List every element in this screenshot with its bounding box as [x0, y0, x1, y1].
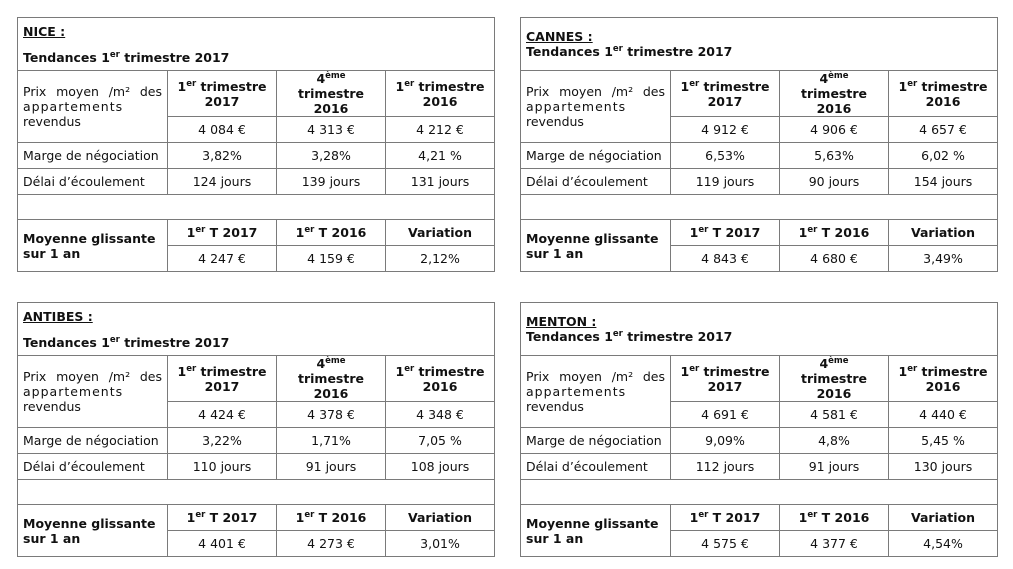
nice-trend-subtitle: Tendances 1er trimestre 2017 [23, 49, 230, 65]
nice-header-variation: Variation [386, 220, 495, 246]
antibes-header-q1-2016: 1er trimestre 2016 [386, 356, 495, 402]
nice-spacer-row [18, 195, 495, 220]
menton-header-q1-2016: 1er trimestre 2016 [889, 356, 998, 402]
antibes-delai-value: 110 jours [168, 454, 277, 480]
cannes-moyenne-value: 4 680 € [780, 246, 889, 272]
antibes-marge-label: Marge de négociation [18, 428, 168, 454]
cannes-market-table [520, 17, 998, 272]
cannes-marge-value: 5,63% [780, 143, 889, 169]
menton-marge-value: 5,45 % [889, 428, 998, 454]
antibes-prix-value: 4 378 € [277, 402, 386, 428]
menton-header-variation: Variation [889, 505, 998, 531]
cannes-marge-label: Marge de négociation [521, 143, 671, 169]
antibes-moyenne-value: 4 401 € [168, 531, 277, 557]
antibes-moyenne-label: Moyenne glissante sur 1 an [18, 505, 168, 557]
antibes-title-cell [18, 303, 495, 356]
cannes-delai-label: Délai d’écoulement [521, 169, 671, 195]
nice-marge-value: 3,28% [277, 143, 386, 169]
antibes-table-block [17, 302, 494, 557]
antibes-prix-value: 4 348 € [386, 402, 495, 428]
nice-delai-value: 131 jours [386, 169, 495, 195]
cannes-variation-value: 3,49% [889, 246, 998, 272]
menton-market-table [520, 302, 998, 557]
cannes-spacer-row [521, 195, 998, 220]
nice-header-q4-2016: 4ème trimestre 2016 [277, 71, 386, 117]
nice-header-q1-2017: 1er trimestre 2017 [168, 71, 277, 117]
menton-delai-value: 130 jours [889, 454, 998, 480]
cannes-city-title: CANNES : [526, 29, 593, 44]
nice-header-t-2017: 1er T 2017 [168, 220, 277, 246]
cannes-moyenne-value: 4 843 € [671, 246, 780, 272]
menton-header-t-2017: 1er T 2017 [671, 505, 780, 531]
menton-marge-label: Marge de négociation [521, 428, 671, 454]
nice-header-q1-2016: 1er trimestre 2016 [386, 71, 495, 117]
nice-marge-value: 3,82% [168, 143, 277, 169]
menton-moyenne-value: 4 575 € [671, 531, 780, 557]
menton-prix-value: 4 440 € [889, 402, 998, 428]
menton-moyenne-value: 4 377 € [780, 531, 889, 557]
cannes-header-variation: Variation [889, 220, 998, 246]
antibes-marge-value: 7,05 % [386, 428, 495, 454]
nice-title-cell [18, 18, 495, 71]
menton-header-q1-2017: 1er trimestre 2017 [671, 356, 780, 402]
cannes-prix-value: 4 657 € [889, 117, 998, 143]
menton-spacer-row [521, 480, 998, 505]
cannes-header-q1-2016: 1er trimestre 2016 [889, 71, 998, 117]
antibes-header-variation: Variation [386, 505, 495, 531]
cannes-header-t-2016: 1er T 2016 [780, 220, 889, 246]
antibes-trend-subtitle: Tendances 1er trimestre 2017 [23, 334, 230, 350]
menton-variation-value: 4,54% [889, 531, 998, 557]
antibes-marge-value: 3,22% [168, 428, 277, 454]
cannes-header-t-2017: 1er T 2017 [671, 220, 780, 246]
nice-market-table [17, 17, 495, 272]
nice-header-t-2016: 1er T 2016 [277, 220, 386, 246]
cannes-header-q4-2016: 4ème trimestre 2016 [780, 71, 889, 117]
menton-prix-value: 4 691 € [671, 402, 780, 428]
antibes-delai-label: Délai d’écoulement [18, 454, 168, 480]
antibes-city-title: ANTIBES : [23, 308, 93, 324]
menton-delai-value: 91 jours [780, 454, 889, 480]
antibes-delai-value: 91 jours [277, 454, 386, 480]
cannes-delai-value: 119 jours [671, 169, 780, 195]
menton-table-block [520, 302, 997, 557]
menton-moyenne-label: Moyenne glissante sur 1 an [521, 505, 671, 557]
menton-marge-value: 4,8% [780, 428, 889, 454]
nice-prix-value: 4 313 € [277, 117, 386, 143]
cannes-delai-value: 154 jours [889, 169, 998, 195]
antibes-market-table [17, 302, 495, 557]
menton-prix-value: 4 581 € [780, 402, 889, 428]
antibes-header-q4-2016: 4ème trimestre 2016 [277, 356, 386, 402]
nice-marge-label: Marge de négociation [18, 143, 168, 169]
cannes-marge-value: 6,02 % [889, 143, 998, 169]
cannes-table-block [520, 17, 997, 272]
cannes-title-cell [521, 18, 998, 71]
cannes-prix-value: 4 912 € [671, 117, 780, 143]
nice-prix-value: 4 084 € [168, 117, 277, 143]
menton-trend-subtitle: Tendances 1er trimestre 2017 [526, 328, 733, 344]
cannes-prix-value: 4 906 € [780, 117, 889, 143]
cannes-delai-value: 90 jours [780, 169, 889, 195]
nice-table-block [17, 17, 494, 272]
antibes-marge-value: 1,71% [277, 428, 386, 454]
nice-marge-value: 4,21 % [386, 143, 495, 169]
cannes-moyenne-label: Moyenne glissante sur 1 an [521, 220, 671, 272]
menton-delai-label: Délai d’écoulement [521, 454, 671, 480]
nice-delai-label: Délai d’écoulement [18, 169, 168, 195]
cannes-trend-subtitle: Tendances 1er trimestre 2017 [526, 43, 733, 59]
antibes-prix-label: Prix moyen /m² des appartements revendus [18, 356, 168, 428]
antibes-variation-value: 3,01% [386, 531, 495, 557]
antibes-header-t-2017: 1er T 2017 [168, 505, 277, 531]
nice-moyenne-value: 4 159 € [277, 246, 386, 272]
antibes-delai-value: 108 jours [386, 454, 495, 480]
menton-prix-label: Prix moyen /m² des appartements revendus [521, 356, 671, 428]
menton-header-t-2016: 1er T 2016 [780, 505, 889, 531]
menton-title-cell [521, 303, 998, 356]
nice-delai-value: 124 jours [168, 169, 277, 195]
nice-moyenne-value: 4 247 € [168, 246, 277, 272]
menton-delai-value: 112 jours [671, 454, 780, 480]
nice-delai-value: 139 jours [277, 169, 386, 195]
antibes-header-q1-2017: 1er trimestre 2017 [168, 356, 277, 402]
nice-variation-value: 2,12% [386, 246, 495, 272]
nice-moyenne-label: Moyenne glissante sur 1 an [18, 220, 168, 272]
antibes-header-t-2016: 1er T 2016 [277, 505, 386, 531]
antibes-prix-value: 4 424 € [168, 402, 277, 428]
cannes-marge-value: 6,53% [671, 143, 780, 169]
nice-prix-label: Prix moyen /m² des appartements revendus [18, 71, 168, 143]
nice-city-title: NICE : [23, 23, 66, 39]
menton-marge-value: 9,09% [671, 428, 780, 454]
menton-header-q4-2016: 4ème trimestre 2016 [780, 356, 889, 402]
cannes-header-q1-2017: 1er trimestre 2017 [671, 71, 780, 117]
menton-city-title: MENTON : [526, 314, 597, 329]
antibes-moyenne-value: 4 273 € [277, 531, 386, 557]
antibes-spacer-row [18, 480, 495, 505]
cannes-prix-label: Prix moyen /m² des appartements revendus [521, 71, 671, 143]
nice-prix-value: 4 212 € [386, 117, 495, 143]
